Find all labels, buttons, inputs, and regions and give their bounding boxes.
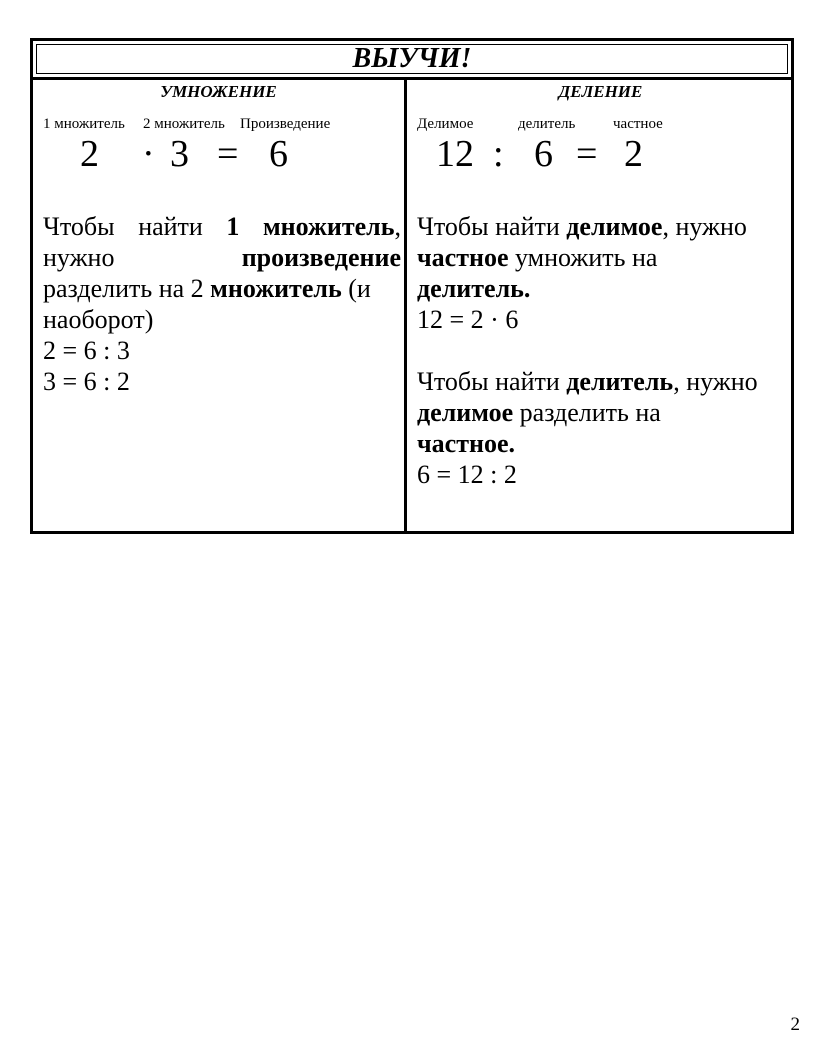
rule-line-3	[43, 273, 401, 304]
spacer	[417, 335, 777, 366]
title-row	[33, 41, 791, 80]
rule-word: найти	[138, 212, 203, 241]
table-title: ВЫУЧИ!	[36, 44, 788, 74]
example-line: 3 = 6 : 2	[43, 367, 130, 396]
eq-product: 6	[269, 133, 288, 175]
division-header: ДЕЛЕНИЕ	[558, 82, 643, 101]
rule-term-2	[263, 211, 401, 242]
rule-keyword: 1	[226, 212, 240, 241]
page-number: 2	[790, 1014, 800, 1035]
eq-factor-1: 2	[80, 133, 99, 175]
example-line: 6 = 12 : 2	[417, 460, 517, 489]
division-rules	[417, 211, 777, 490]
eq-equals: =	[576, 133, 598, 175]
rule-keyword: делитель	[566, 367, 674, 396]
rule-line-2	[43, 242, 401, 273]
example-line: 12 = 2 · 6	[417, 305, 519, 334]
rule-text: , нужно	[673, 367, 758, 396]
eq-equals: =	[217, 133, 239, 175]
term-divisor: делитель	[518, 116, 576, 132]
rule-text: (и	[341, 274, 371, 303]
eq-divide-sign: :	[493, 133, 504, 175]
rule-keyword: множитель	[262, 212, 395, 241]
rule-text: разделить на	[513, 398, 661, 427]
learn-table	[30, 38, 794, 534]
rule-line-4: наоборот)	[43, 305, 154, 334]
rule-text: Чтобы найти	[417, 212, 567, 241]
rule-term-1	[226, 211, 239, 242]
rule-punct: ,	[394, 212, 401, 241]
rule-word: нужно	[43, 243, 115, 272]
rule2-line-3	[417, 428, 777, 459]
eq-divisor: 6	[534, 133, 553, 175]
multiplication-header: УМНОЖЕНИЕ	[160, 82, 277, 101]
rule-text: разделить на 2	[43, 274, 211, 303]
eq-multiply-sign: ·	[142, 133, 155, 175]
rule-text: умножить на	[508, 243, 658, 272]
eq-dividend: 12	[436, 133, 474, 175]
term-factor-2: 2 множитель	[143, 116, 225, 132]
rule-keyword: делимое	[566, 212, 663, 241]
rule-keyword: частное.	[417, 429, 515, 458]
rule1-line-1	[417, 211, 777, 242]
term-quotient: частное	[613, 116, 663, 132]
division-column	[410, 80, 791, 531]
term-dividend: Делимое	[417, 116, 474, 132]
rule2-line-1	[417, 366, 777, 397]
rule-line-1	[43, 211, 401, 242]
rule2-line-2	[417, 397, 777, 428]
term-factor-1: 1 множитель	[43, 116, 125, 132]
eq-factor-2: 3	[170, 133, 189, 175]
multiplication-column	[33, 80, 407, 531]
rule-keyword: делитель.	[417, 274, 531, 303]
rule1-line-3	[417, 273, 777, 304]
term-product: Произведение	[240, 116, 331, 132]
multiplication-rule	[43, 211, 401, 397]
rule-keyword: произведение	[241, 243, 401, 272]
rule-text: Чтобы найти	[417, 367, 567, 396]
rule-text: , нужно	[662, 212, 747, 241]
rule1-line-2	[417, 242, 777, 273]
example-line: 2 = 6 : 3	[43, 336, 130, 365]
rule-keyword: частное	[417, 243, 509, 272]
rule-keyword: множитель	[210, 274, 342, 303]
rule-word: Чтобы	[43, 212, 115, 241]
rule-keyword: делимое	[417, 398, 514, 427]
eq-quotient: 2	[624, 133, 643, 175]
